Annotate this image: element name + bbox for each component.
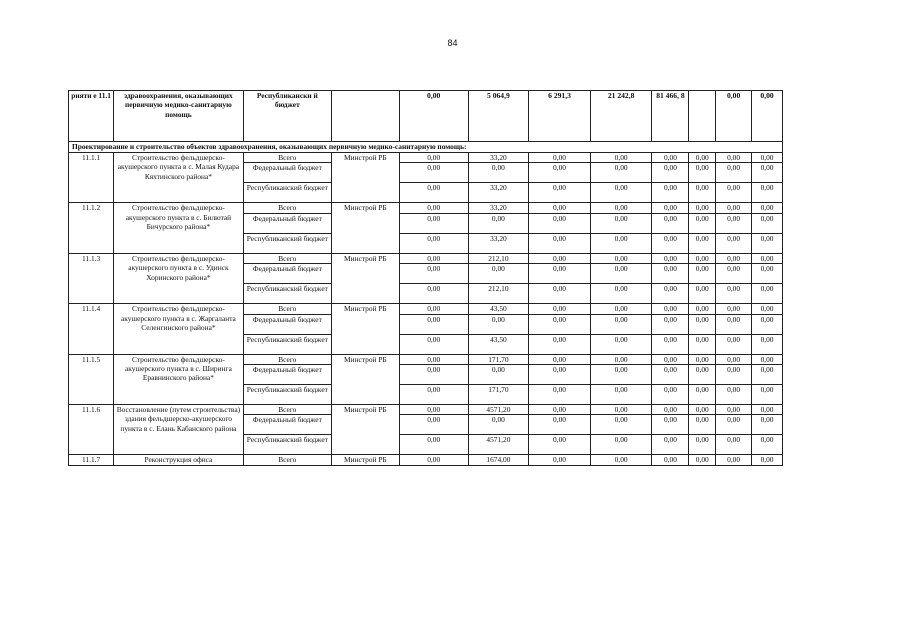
cell-value: 171,70: [468, 385, 529, 405]
item-name: Реконструкция офиса: [114, 455, 243, 465]
cell-value: 43,50: [468, 304, 529, 314]
cell-value: 0,00: [529, 253, 591, 263]
cell-value: 0,00: [752, 284, 783, 304]
cell-value: 43,50: [468, 334, 529, 354]
cell-value: 0,00: [652, 163, 689, 183]
item-name: Строительство фельдшерско-акушерского пункта в с. Удинск Хоринского района*: [114, 253, 243, 303]
cell-value: 0,00: [399, 264, 468, 284]
cell-value: [689, 91, 716, 142]
budget-table: [68, 90, 783, 466]
cell-value: 0,00: [689, 415, 716, 435]
cell-value: 0,00: [689, 284, 716, 304]
page-number: 84: [447, 38, 458, 48]
cell-value: 0,00: [399, 415, 468, 435]
cell-value: 0,00: [590, 304, 652, 314]
cell-value: 0,00: [716, 91, 752, 142]
cell-value: 0,00: [689, 253, 716, 263]
cell-value: 0,00: [716, 334, 752, 354]
cell-value: 0,00: [590, 314, 652, 334]
cell-value: 0,00: [529, 233, 591, 253]
cell-value: 0,00: [529, 415, 591, 435]
cell-value: 171,70: [468, 354, 529, 364]
cell-value: 0,00: [716, 253, 752, 263]
cell-value: 0,00: [399, 153, 468, 163]
cell-value: 0,00: [399, 314, 468, 334]
cell-value: 0,00: [590, 354, 652, 364]
funding-source: Всего: [243, 405, 331, 415]
funding-source: Всего: [243, 253, 331, 263]
cell-value: 0,00: [590, 405, 652, 415]
cell-value: 5 064,9: [468, 91, 529, 142]
cell-value: 0,00: [752, 183, 783, 203]
cell-value: 0,00: [399, 435, 468, 455]
cell-value: 0,00: [590, 153, 652, 163]
funding-source: Федеральный бюджет: [243, 213, 331, 233]
table-row: [69, 354, 783, 364]
cell-value: 0,00: [652, 415, 689, 435]
cell-value: 1674,00: [468, 455, 529, 465]
cell-value: 0,00: [716, 385, 752, 405]
cell-value: 0,00: [716, 213, 752, 233]
cell-value: 0,00: [529, 455, 591, 465]
cell-value: 0,00: [716, 415, 752, 435]
cell-value: 0,00: [399, 385, 468, 405]
cell-value: 0,00: [399, 455, 468, 465]
cell-value: 0,00: [689, 183, 716, 203]
cell-value: 0,00: [590, 253, 652, 263]
cell-code: рияти е 11.1: [69, 91, 114, 142]
item-code: 11.1.1: [69, 153, 114, 203]
cell-value: 0,00: [689, 455, 716, 465]
cell-value: 0,00: [590, 455, 652, 465]
item-executor: Минстрой РБ: [331, 455, 399, 465]
funding-source: Республиканский бюджет: [243, 385, 331, 405]
cell-value: 0,00: [399, 284, 468, 304]
cell-value: 0,00: [716, 233, 752, 253]
table-row: [69, 455, 783, 465]
cell-value: 0,00: [752, 213, 783, 233]
cell-value: 0,00: [752, 163, 783, 183]
cell-value: 0,00: [529, 183, 591, 203]
funding-source: Всего: [243, 203, 331, 213]
cell-value: 0,00: [399, 365, 468, 385]
cell-value: 0,00: [689, 314, 716, 334]
cell-value: 21 242,8: [590, 91, 652, 142]
cell-value: 0,00: [590, 163, 652, 183]
cell-value: 0,00: [689, 264, 716, 284]
funding-source: Всего: [243, 304, 331, 314]
cell-value: 0,00: [529, 153, 591, 163]
cell-value: 0,00: [652, 385, 689, 405]
cell-value: 0,00: [716, 264, 752, 284]
cell-value: 0,00: [752, 455, 783, 465]
item-executor: Минстрой РБ: [331, 354, 399, 404]
cell-value: 0,00: [689, 334, 716, 354]
cell-value: 0,00: [752, 304, 783, 314]
cell-executor: [331, 91, 399, 142]
item-name: Строительство фельдшерско-акушерского пункта в с. Билютай Бичурского района*: [114, 203, 243, 253]
funding-source: Республиканский бюджет: [243, 284, 331, 304]
cell-value: 0,00: [590, 365, 652, 385]
table-row: [69, 405, 783, 415]
cell-value: 212,10: [468, 253, 529, 263]
cell-value: 0,00: [529, 163, 591, 183]
cell-value: 0,00: [652, 233, 689, 253]
cell-value: 0,00: [752, 334, 783, 354]
funding-source: Всего: [243, 153, 331, 163]
table-row: [69, 153, 783, 163]
cell-value: 0,00: [468, 314, 529, 334]
cell-value: 0,00: [689, 163, 716, 183]
cell-value: 0,00: [689, 405, 716, 415]
cell-value: 0,00: [689, 304, 716, 314]
cell-value: 0,00: [399, 334, 468, 354]
cell-value: 4571,20: [468, 435, 529, 455]
cell-value: 0,00: [590, 385, 652, 405]
table-row: [69, 304, 783, 314]
funding-source: Федеральный бюджет: [243, 415, 331, 435]
cell-value: 0,00: [752, 405, 783, 415]
item-name: Строительство фельдшерско-акушерского пункта в с. Ширинга Еравнинского района*: [114, 354, 243, 404]
cell-value: 0,00: [689, 385, 716, 405]
cell-source: Республикански й бюджет: [243, 91, 331, 142]
cell-value: 33,20: [468, 153, 529, 163]
cell-value: 0,00: [752, 354, 783, 364]
funding-source: Всего: [243, 354, 331, 364]
cell-value: 0,00: [716, 314, 752, 334]
cell-value: 0,00: [399, 405, 468, 415]
cell-value: 0,00: [716, 405, 752, 415]
cell-value: 0,00: [752, 153, 783, 163]
cell-value: 33,20: [468, 203, 529, 213]
cell-value: 0,00: [652, 334, 689, 354]
cell-value: 0,00: [716, 435, 752, 455]
cell-value: 0,00: [752, 314, 783, 334]
item-name: Строительство фельдшерско-акушерского пункта в с. Малая Кудара Кяхтинского района*: [114, 153, 243, 203]
cell-value: 0,00: [716, 284, 752, 304]
cell-value: 0,00: [590, 435, 652, 455]
cell-value: 0,00: [752, 91, 783, 142]
cell-value: 0,00: [689, 153, 716, 163]
funding-source: Республиканский бюджет: [243, 435, 331, 455]
cell-value: 0,00: [529, 264, 591, 284]
cell-value: 0,00: [652, 153, 689, 163]
section-title: Проектирование и строительство объектов здравоохранения, оказывающих первичную медико-санитарную помощь:: [69, 142, 783, 153]
cell-value: 0,00: [590, 183, 652, 203]
funding-source: Республиканский бюджет: [243, 334, 331, 354]
table-row: [69, 253, 783, 263]
cell-value: 0,00: [590, 233, 652, 253]
cell-value: 4571,20: [468, 405, 529, 415]
item-name: Строительство фельдшерско-акушерского пункта в с. Жаргаланта Селенгинского района*: [114, 304, 243, 354]
cell-value: 6 291,3: [529, 91, 591, 142]
cell-value: 0,00: [399, 253, 468, 263]
cell-value: 0,00: [468, 365, 529, 385]
cell-value: 0,00: [652, 264, 689, 284]
cell-value: 0,00: [689, 233, 716, 253]
cell-value: 0,00: [652, 213, 689, 233]
cell-value: 0,00: [529, 365, 591, 385]
item-executor: Минстрой РБ: [331, 153, 399, 203]
cell-value: 0,00: [399, 183, 468, 203]
cell-value: 0,00: [689, 203, 716, 213]
cell-value: 0,00: [716, 455, 752, 465]
item-executor: Минстрой РБ: [331, 253, 399, 303]
cell-value: 0,00: [752, 415, 783, 435]
cell-value: 0,00: [590, 203, 652, 213]
cell-value: 0,00: [529, 435, 591, 455]
cell-value: 0,00: [752, 435, 783, 455]
cell-value: 0,00: [652, 183, 689, 203]
table-row: [69, 203, 783, 213]
cell-value: 33,20: [468, 183, 529, 203]
cell-value: 0,00: [752, 385, 783, 405]
cell-value: 0,00: [652, 203, 689, 213]
item-name: Восстановление (путем строительства) здания фельдшерско-акушерского пункта в с. Елань Кабанского района: [114, 405, 243, 455]
cell-value: 0,00: [752, 253, 783, 263]
cell-value: 0,00: [652, 253, 689, 263]
cell-value: 0,00: [716, 354, 752, 364]
cell-value: 0,00: [689, 213, 716, 233]
cell-value: 0,00: [590, 264, 652, 284]
funding-source: Федеральный бюджет: [243, 163, 331, 183]
item-code: 11.1.5: [69, 354, 114, 404]
cell-value: 0,00: [652, 304, 689, 314]
cell-value: 0,00: [590, 415, 652, 435]
funding-source: Федеральный бюджет: [243, 365, 331, 385]
cell-value: 0,00: [652, 284, 689, 304]
cell-value: 0,00: [529, 284, 591, 304]
cell-value: 212,10: [468, 284, 529, 304]
cell-value: 0,00: [529, 405, 591, 415]
cell-value: 0,00: [529, 334, 591, 354]
funding-source: Федеральный бюджет: [243, 314, 331, 334]
cell-value: 0,00: [399, 91, 468, 142]
cell-value: 0,00: [529, 314, 591, 334]
cell-value: 0,00: [716, 183, 752, 203]
cell-value: 0,00: [689, 354, 716, 364]
cell-value: 0,00: [468, 415, 529, 435]
cell-value: 0,00: [752, 203, 783, 213]
cell-value: 0,00: [752, 264, 783, 284]
cell-value: 0,00: [652, 455, 689, 465]
cell-value: 81 466, 8: [652, 91, 689, 142]
cell-value: 0,00: [652, 365, 689, 385]
cell-value: 0,00: [529, 385, 591, 405]
cell-value: 0,00: [716, 365, 752, 385]
cell-value: 0,00: [468, 213, 529, 233]
item-code: 11.1.3: [69, 253, 114, 303]
funding-source: Всего: [243, 455, 331, 465]
cell-value: 33,20: [468, 233, 529, 253]
cell-value: 0,00: [529, 213, 591, 233]
cell-value: 0,00: [468, 163, 529, 183]
cell-value: 0,00: [590, 213, 652, 233]
cell-value: 0,00: [529, 304, 591, 314]
cell-value: 0,00: [590, 284, 652, 304]
cell-value: 0,00: [399, 354, 468, 364]
funding-source: Федеральный бюджет: [243, 264, 331, 284]
cell-value: 0,00: [716, 203, 752, 213]
funding-source: Республиканский бюджет: [243, 233, 331, 253]
item-code: 11.1.6: [69, 405, 114, 455]
cell-value: 0,00: [590, 334, 652, 354]
item-code: 11.1.2: [69, 203, 114, 253]
cell-value: 0,00: [652, 314, 689, 334]
cell-value: 0,00: [529, 203, 591, 213]
cell-value: 0,00: [752, 233, 783, 253]
cell-value: 0,00: [399, 233, 468, 253]
cell-value: 0,00: [468, 264, 529, 284]
cell-value: 0,00: [716, 163, 752, 183]
item-code: 11.1.7: [69, 455, 114, 465]
cell-value: 0,00: [752, 365, 783, 385]
cell-value: 0,00: [716, 304, 752, 314]
item-executor: Минстрой РБ: [331, 304, 399, 354]
funding-source: Республиканский бюджет: [243, 183, 331, 203]
cell-value: 0,00: [399, 213, 468, 233]
cell-value: 0,00: [716, 153, 752, 163]
item-executor: Минстрой РБ: [331, 203, 399, 253]
section-row: [69, 142, 783, 153]
cell-value: 0,00: [652, 435, 689, 455]
cell-value: 0,00: [689, 365, 716, 385]
cell-value: 0,00: [689, 435, 716, 455]
item-executor: Минстрой РБ: [331, 405, 399, 455]
cell-value: 0,00: [652, 354, 689, 364]
cell-value: 0,00: [652, 405, 689, 415]
cell-name: здравоохранения, оказывающих первичную медико-санитарную помощь: [114, 91, 243, 142]
cell-value: 0,00: [399, 304, 468, 314]
table-row-top: [69, 91, 783, 142]
item-code: 11.1.4: [69, 304, 114, 354]
cell-value: 0,00: [399, 163, 468, 183]
cell-value: 0,00: [529, 354, 591, 364]
cell-value: 0,00: [399, 203, 468, 213]
